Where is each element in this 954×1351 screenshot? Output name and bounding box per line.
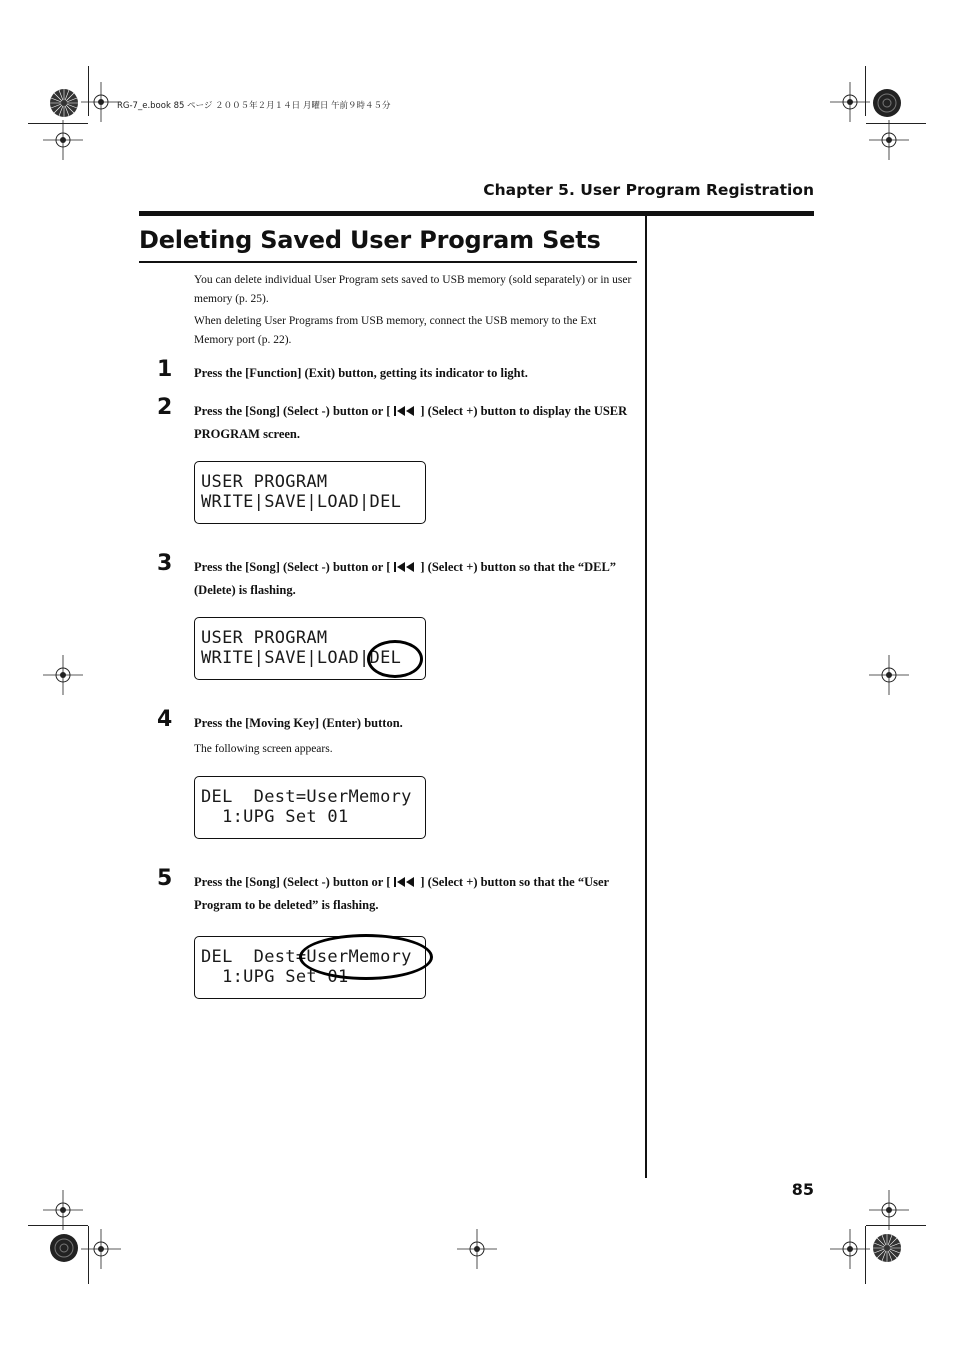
- step-instruction: [194, 556, 634, 602]
- column-divider: [645, 216, 647, 1178]
- intro-paragraph: When deleting User Programs from USB memory, connect the USB memory to the Ext Memory port (p. 22).: [194, 315, 597, 346]
- skip-back-icon: [393, 877, 417, 887]
- skip-back-icon: [393, 406, 417, 416]
- crosshair-icon: [43, 120, 83, 160]
- trim-line: [866, 1225, 926, 1226]
- crosshair-icon: [457, 1229, 497, 1269]
- crosshair-icon: [830, 82, 870, 122]
- step-text-part: ] (Select +) button so that the “User Program to be deleted” is flashing.: [194, 875, 609, 912]
- step-text-part: Press the [Song] (Select -) button or [: [194, 875, 391, 889]
- lcd-line: WRITE|SAVE|LOAD|DEL: [201, 648, 402, 668]
- crosshair-icon: [81, 82, 121, 122]
- page-number: 85: [791, 1180, 814, 1199]
- sunburst-target-icon: [871, 87, 903, 119]
- step-number: 2: [157, 395, 173, 420]
- crosshair-icon: [869, 655, 909, 695]
- lcd-line: USER PROGRAM: [201, 628, 328, 648]
- trim-line: [28, 1225, 88, 1226]
- trim-line: [866, 123, 926, 124]
- step-number: 4: [157, 707, 173, 732]
- section-title: Deleting Saved User Program Sets: [139, 226, 601, 254]
- step-instruction: Press the [Moving Key] (Enter) button.: [194, 716, 403, 730]
- trim-line: [865, 1226, 866, 1284]
- lcd-line: USER PROGRAM: [201, 472, 328, 492]
- step-number: 5: [157, 866, 173, 891]
- trim-line: [28, 123, 88, 124]
- trim-line: [88, 66, 89, 116]
- step-number: 3: [157, 551, 173, 576]
- highlight-circle: [367, 640, 423, 678]
- sunburst-target-icon: [871, 1232, 903, 1264]
- trim-line: [865, 66, 866, 116]
- intro-paragraph: You can delete individual User Program sets saved to USB memory (sold separately) or in user memory (p. 25).: [194, 274, 632, 305]
- sunburst-target-icon: [48, 87, 80, 119]
- step-instruction: [194, 871, 634, 917]
- step-number: 1: [157, 357, 173, 382]
- step-note: The following screen appears.: [194, 743, 333, 755]
- highlight-circle: [299, 934, 433, 980]
- lcd-screen: [194, 776, 426, 839]
- crosshair-icon: [43, 655, 83, 695]
- step-text-part: ] (Select +) button to display the USER PROGRAM screen.: [194, 404, 628, 441]
- skip-back-icon: [393, 562, 417, 572]
- chapter-heading: Chapter 5. User Program Registration: [483, 181, 814, 199]
- title-rule: [139, 261, 637, 263]
- crosshair-icon: [869, 1190, 909, 1230]
- header-rule: [139, 211, 814, 216]
- lcd-line: 1:UPG Set 01: [201, 967, 349, 987]
- lcd-line: DEL Dest=UserMemory: [201, 947, 412, 967]
- crosshair-icon: [869, 120, 909, 160]
- lcd-line: 1:UPG Set 01: [201, 807, 349, 827]
- lcd-screen: [194, 461, 426, 524]
- step-instruction: Press the [Function] (Exit) button, getting its indicator to light.: [194, 366, 528, 380]
- sunburst-target-icon: [48, 1232, 80, 1264]
- step-text-part: Press the [Song] (Select -) button or [: [194, 560, 391, 574]
- crosshair-icon: [830, 1229, 870, 1269]
- step-text-part: Press the [Song] (Select -) button or [: [194, 404, 391, 418]
- trim-line: [88, 1226, 89, 1284]
- step-instruction: [194, 400, 634, 446]
- crosshair-icon: [43, 1190, 83, 1230]
- print-slug: RG-7_e.book 85 ページ ２００５年２月１４日 月曜日 午前９時４５分: [117, 101, 391, 111]
- lcd-line: WRITE|SAVE|LOAD|DEL: [201, 492, 402, 512]
- step-text-part: ] (Select +) button so that the “DEL” (Delete) is flashing.: [194, 560, 617, 597]
- crosshair-icon: [81, 1229, 121, 1269]
- lcd-line: DEL Dest=UserMemory: [201, 787, 412, 807]
